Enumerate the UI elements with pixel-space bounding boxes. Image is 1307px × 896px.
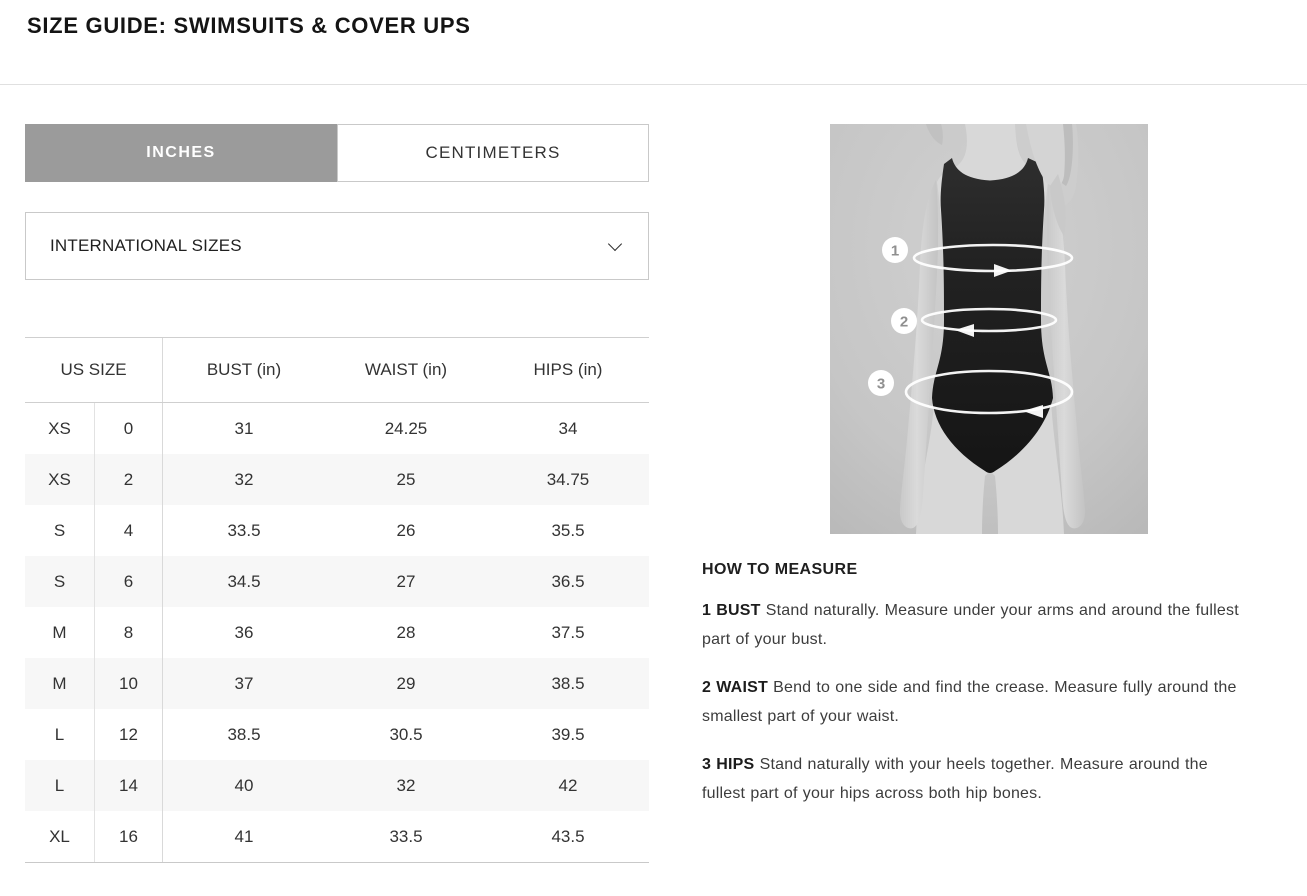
cell-us-size: 8 (95, 607, 163, 658)
size-table-header (25, 338, 649, 403)
cell-hips: 34 (558, 418, 578, 438)
table-row (25, 811, 649, 862)
instruction-label: WAIST (716, 679, 768, 696)
cell-hips: 36.5 (551, 571, 585, 591)
page-title: SIZE GUIDE: SWIMSUITS & COVER UPS (27, 13, 471, 38)
page-header (0, 0, 1307, 85)
cell-waist: 32 (396, 775, 416, 795)
measure-instructions (702, 596, 1254, 808)
chevron-down-icon[interactable] (608, 236, 622, 250)
cell-waist: 30.5 (389, 724, 423, 744)
measure-instruction (702, 750, 1254, 808)
table-row (25, 760, 649, 811)
cell-us-size: 0 (95, 403, 163, 454)
table-row (25, 454, 649, 505)
cell-hips: 38.5 (551, 673, 585, 693)
measure-instruction (702, 673, 1254, 731)
cell-waist: 25 (396, 469, 416, 489)
measure-instruction (702, 596, 1254, 654)
instruction-text: Bend to one side and find the crease. Measure fully around the smallest part of your waist. (702, 679, 1237, 725)
cell-bust: 36 (234, 622, 254, 642)
instruction-text: Stand naturally. Measure under your arms and around the fullest part of your bust. (702, 602, 1239, 648)
cell-us-size: 12 (95, 709, 163, 760)
cell-size-label: XS (25, 403, 95, 454)
cell-us-size: 6 (95, 556, 163, 607)
size-table (25, 337, 649, 863)
cell-size-label: L (25, 760, 95, 811)
hips-marker (868, 370, 894, 396)
table-row (25, 403, 649, 454)
tab-centimeters[interactable]: CENTIMETERS (337, 124, 649, 182)
swimsuit (932, 158, 1053, 473)
table-row (25, 607, 649, 658)
cell-size-label: S (25, 556, 95, 607)
cell-bust: 32 (234, 469, 254, 489)
cell-waist: 24.25 (384, 418, 428, 438)
size-table-body (25, 403, 649, 862)
cell-waist: 26 (396, 520, 416, 540)
cell-size-label: M (25, 658, 95, 709)
dropdown-label: INTERNATIONAL SIZES (50, 236, 242, 255)
table-row (25, 556, 649, 607)
cell-size-label: XS (25, 454, 95, 505)
cell-us-size: 16 (95, 811, 163, 862)
column-header-waist: WAIST (in) (364, 360, 448, 379)
cell-bust: 34.5 (227, 571, 261, 591)
cell-waist: 28 (396, 622, 416, 642)
instruction-text: Stand naturally with your heels together. Measure around the fullest part of your hips across both hip bones. (702, 756, 1208, 802)
cell-hips: 34.75 (546, 469, 590, 489)
instruction-label: BUST (716, 602, 761, 619)
how-to-measure-heading: HOW TO MEASURE (702, 561, 858, 578)
svg-text:1: 1 (890, 242, 900, 260)
model-photo-svg (830, 124, 1148, 534)
cell-bust: 41 (234, 826, 254, 846)
measurement-diagram-image (830, 124, 1148, 534)
cell-bust: 40 (234, 775, 254, 795)
cell-size-label: M (25, 607, 95, 658)
cell-us-size: 14 (95, 760, 163, 811)
cell-size-label: L (25, 709, 95, 760)
international-sizes-dropdown[interactable] (25, 212, 649, 280)
cell-us-size: 4 (95, 505, 163, 556)
tab-inches[interactable]: INCHES (25, 124, 337, 182)
svg-text:2: 2 (899, 313, 909, 331)
cell-us-size: 2 (95, 454, 163, 505)
table-row (25, 658, 649, 709)
instruction-number: 1 (702, 602, 712, 619)
cell-size-label: S (25, 505, 95, 556)
how-to-measure-section (702, 561, 1254, 827)
cell-hips: 35.5 (551, 520, 585, 540)
instruction-number: 3 (702, 756, 712, 773)
cell-bust: 38.5 (227, 724, 261, 744)
table-row (25, 709, 649, 760)
cell-us-size: 10 (95, 658, 163, 709)
cell-waist: 29 (396, 673, 416, 693)
cell-hips: 37.5 (551, 622, 585, 642)
table-row (25, 505, 649, 556)
unit-tabs (25, 124, 649, 182)
bust-marker (882, 237, 908, 263)
cell-hips: 39.5 (551, 724, 585, 744)
cell-waist: 27 (396, 571, 416, 591)
svg-text:3: 3 (876, 375, 886, 393)
cell-bust: 37 (234, 673, 254, 693)
column-header-us-size: US SIZE (25, 338, 163, 402)
waist-marker (891, 308, 917, 334)
cell-bust: 31 (234, 418, 254, 438)
cell-bust: 33.5 (227, 520, 261, 540)
column-header-hips: HIPS (in) (533, 360, 603, 379)
instruction-label: HIPS (716, 756, 755, 773)
cell-hips: 42 (558, 775, 578, 795)
cell-size-label: XL (25, 811, 95, 862)
cell-hips: 43.5 (551, 826, 585, 846)
column-header-bust: BUST (in) (206, 360, 282, 379)
instruction-number: 2 (702, 679, 712, 696)
cell-waist: 33.5 (389, 826, 423, 846)
